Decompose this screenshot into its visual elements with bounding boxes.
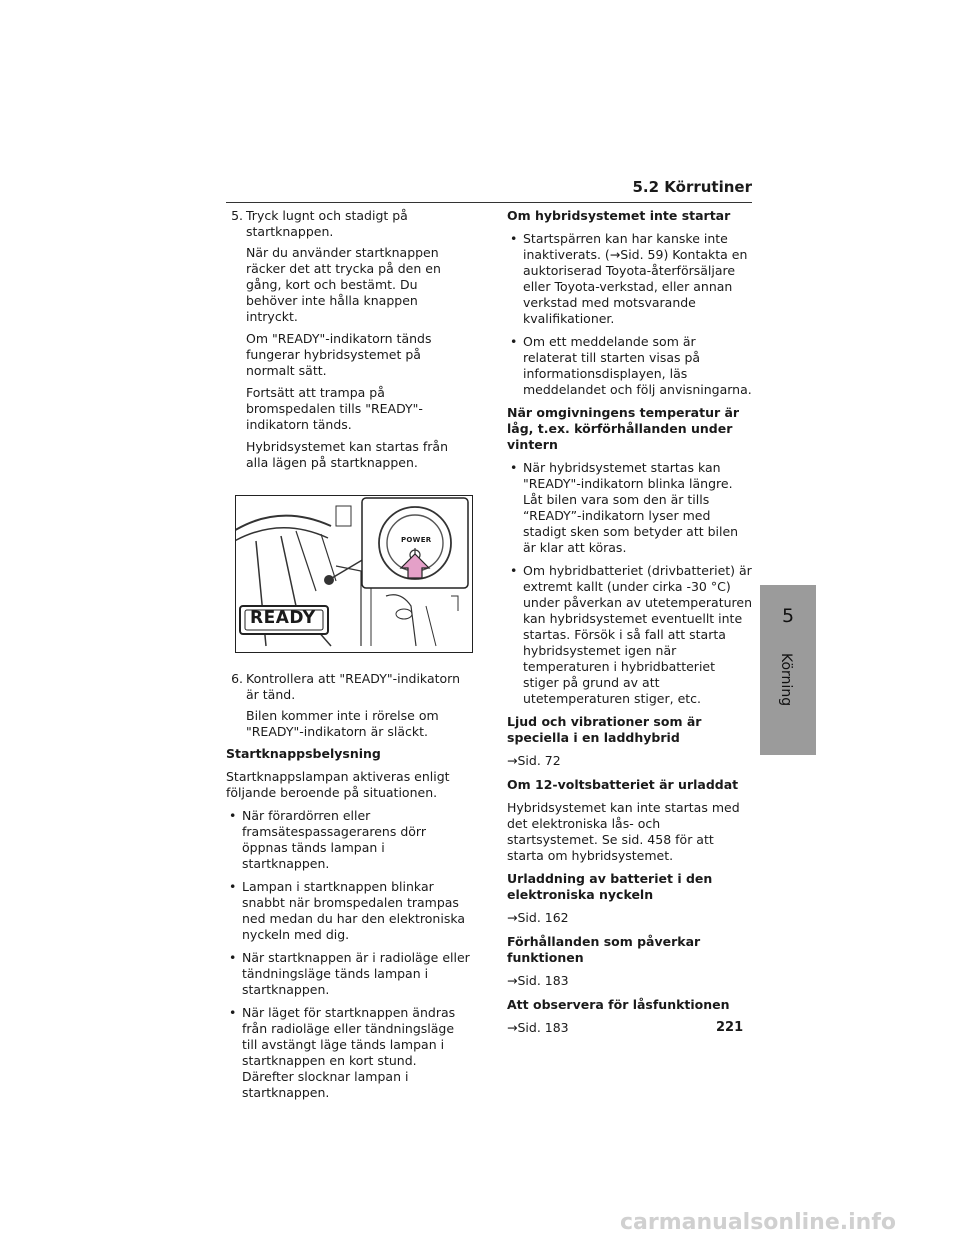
list-item: • När startknappen är i radioläge eller tändningsläge tänds lampan i startknappen. <box>226 950 472 998</box>
left-column <box>226 208 472 1108</box>
step-5 <box>226 208 472 240</box>
right-column <box>507 208 753 1044</box>
page-header <box>226 176 752 203</box>
list-item: • När hybridsystemet startas kan "READY"-indikatorn blinka längre. Låt bilen vara som den är tills “READY”-indikatorn lyser med stadigt sken som betyder att bilen är klar att köras. <box>507 460 753 556</box>
key-battery-heading: Urladdning av batteriet i den elektroniska nyckeln <box>507 871 713 902</box>
step-5-paragraph: Hybridsystemet kan startas från alla lägen på startknappen. <box>246 439 448 470</box>
ready-label: READY <box>250 608 316 628</box>
chapter-label-wrap <box>760 653 816 749</box>
lock-page-link[interactable]: →Sid. 183 <box>507 1020 569 1035</box>
battery12-text: Hybridsystemet kan inte startas med det elektroniska lås- och startsystemet. Se sid. 458 för att starta om hybridsystemet. <box>507 800 740 863</box>
step-6-paragraph: Bilen kommer inte i rörelse om "READY"-indikatorn är släckt. <box>246 708 439 739</box>
dashboard-illustration <box>236 496 472 652</box>
chapter-number: 5 <box>781 605 795 627</box>
not-start-heading: Om hybridsystemet inte startar <box>507 208 731 223</box>
list-item: • Startspärren kan har kanske inte inaktiverats. (→Sid. 59) Kontakta en auktoriserad Toyota-återförsäljare eller Toyota-verkstad, eller annan verkstad med motsvarande kvalifikationer. <box>507 231 753 327</box>
step-5-paragraph: Fortsätt att trampa på bromspedalen tills "READY"-indikatorn tänds. <box>246 385 423 432</box>
battery12-heading: Om 12-voltsbatteriet är urladdat <box>507 777 739 792</box>
step-6-number: 6. <box>231 671 243 686</box>
step-5-text: Tryck lugnt och stadigt på startknappen. <box>246 208 408 239</box>
list-item: • Om hybridbatteriet (drivbatteriet) är extremt kallt (under cirka -30 °C) under påverkan av utetemperaturen kan hybridsystemet eventuellt inte startas. Försök i så fall att starta hybridsystemet igen när temperaturen i hybridbatteriet stiger på grund av att utetemperaturen stiger, etc. <box>507 563 753 707</box>
page-number: 221 <box>716 1020 744 1035</box>
sound-heading: Ljud och vibrationer som är speciella i en laddhybrid <box>507 714 702 745</box>
list-item: • Om ett meddelande som är relaterat till starten visas på informationsdisplayen, läs meddelandet och följ anvisningarna. <box>507 334 753 398</box>
lock-heading: Att observera för låsfunktionen <box>507 997 730 1012</box>
list-item: • När förardörren eller framsätespassagerarens dörr öppnas tänds lampan i startknappen. <box>226 808 472 872</box>
step-5-number: 5. <box>231 208 243 223</box>
lighting-intro: Startknappslampan aktiveras enligt följande beroende på situationen. <box>226 769 450 800</box>
section-title: 5.2 Körrutiner <box>632 178 752 196</box>
watermark: carmanualsonline.info <box>620 1210 896 1235</box>
power-label: POWER <box>401 536 432 544</box>
key-battery-page-link[interactable]: →Sid. 162 <box>507 910 569 925</box>
not-start-list <box>507 231 753 398</box>
chapter-tab[interactable] <box>760 585 816 647</box>
conditions-heading: Förhållanden som påverkar funktionen <box>507 934 701 965</box>
cold-list <box>507 460 753 707</box>
list-item: • Lampan i startknappen blinkar snabbt när bromspedalen trampas ned medan du har den elektroniska nyckeln med dig. <box>226 879 472 943</box>
step-6 <box>226 671 472 703</box>
lighting-list <box>226 808 472 1101</box>
sound-page-link[interactable]: →Sid. 72 <box>507 753 561 768</box>
start-button-figure <box>235 495 473 653</box>
lighting-heading: Startknappsbelysning <box>226 746 381 761</box>
list-item: • När läget för startknappen ändras från radioläge eller tändningsläge till avstängt läge tänds lampan i startknappen en kort stund. Därefter slocknar lampan i startknappen. <box>226 1005 472 1101</box>
chapter-label: Körning <box>778 653 794 707</box>
step-6-text: Kontrollera att "READY"-indikatorn är tänd. <box>246 671 460 702</box>
cold-heading: När omgivningens temperatur är låg, t.ex. körförhållanden under vintern <box>507 405 740 452</box>
conditions-page-link[interactable]: →Sid. 183 <box>507 973 569 988</box>
step-5-paragraph: När du använder startknappen räcker det att trycka på den en gång, kort och bestämt. Du behöver inte hålla knappen intryckt. <box>246 245 441 324</box>
step-5-paragraph: Om "READY"-indikatorn tänds fungerar hybridsystemet på normalt sätt. <box>246 331 432 378</box>
